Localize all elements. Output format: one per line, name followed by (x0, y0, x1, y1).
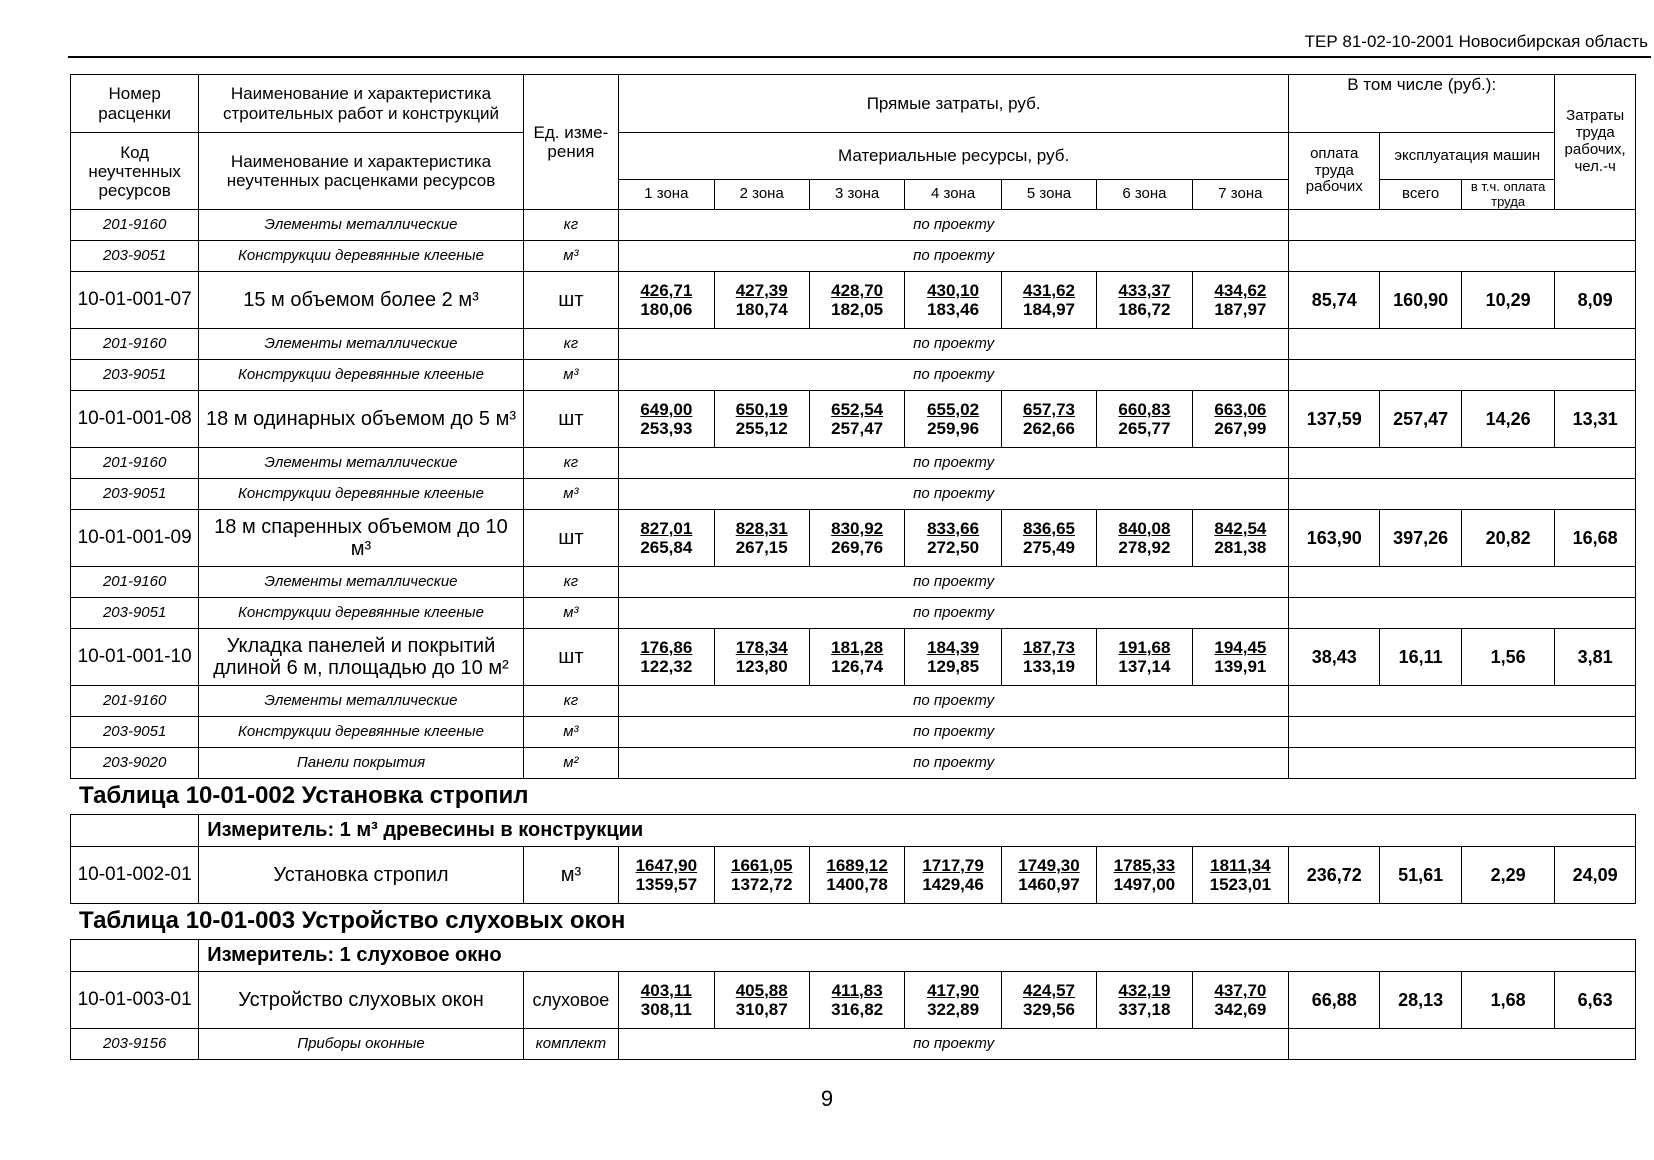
rate-code: 10-01-001-07 (71, 272, 199, 329)
resource-code: 203-9020 (71, 748, 199, 779)
direct-cost: 1785,33 (1113, 856, 1176, 876)
direct-cost: 424,57 (1023, 981, 1075, 1001)
direct-cost: 187,73 (1023, 638, 1075, 658)
material-cost: 180,74 (735, 300, 788, 320)
machine-total: 51,61 (1380, 847, 1462, 904)
rate-row (71, 510, 1636, 567)
resource-value: по проекту (619, 479, 1289, 510)
header-resource-name: Наименование и характеристика неучтенных расценками ресурсов (199, 133, 523, 210)
meter-row (71, 940, 1636, 972)
resource-blank (1289, 329, 1636, 360)
resource-blank (1289, 210, 1636, 241)
material-cost: 129,85 (927, 657, 980, 677)
header-including: В том числе (руб.): (1289, 75, 1555, 133)
zone-5-price (1001, 391, 1096, 448)
resource-row (71, 360, 1636, 391)
resource-code: 201-9160 (71, 329, 199, 360)
material-cost: 182,05 (831, 300, 884, 320)
zone-7-price (1192, 629, 1289, 686)
direct-cost: 655,02 (927, 400, 980, 420)
header-unit: Ед. изме-рения (523, 75, 618, 210)
labor-hours: 24,09 (1555, 847, 1636, 904)
section-title: Таблица 10-01-002 Установка стропил (71, 779, 1636, 815)
resource-row (71, 598, 1636, 629)
material-cost: 255,12 (735, 419, 788, 439)
zone-3-price (809, 510, 904, 567)
resource-value: по проекту (619, 360, 1289, 391)
direct-cost: 649,00 (640, 400, 693, 420)
material-cost: 184,97 (1023, 300, 1075, 320)
machine-labor: 1,56 (1461, 629, 1554, 686)
labor-pay: 85,74 (1289, 272, 1380, 329)
zone-5-price (1001, 272, 1096, 329)
material-cost: 1372,72 (730, 875, 793, 895)
resource-unit: кг (523, 210, 618, 241)
rate-code: 10-01-001-09 (71, 510, 199, 567)
direct-cost: 417,90 (927, 981, 980, 1001)
zone-7-price (1192, 847, 1289, 904)
resource-value: по проекту (619, 686, 1289, 717)
zone-2-price (714, 510, 809, 567)
zone-3-price (809, 272, 904, 329)
direct-cost: 828,31 (735, 519, 788, 539)
zone-5-price (1001, 510, 1096, 567)
direct-cost: 650,19 (735, 400, 788, 420)
zone-6-price (1097, 272, 1192, 329)
resource-unit: м³ (523, 479, 618, 510)
direct-cost: 427,39 (735, 281, 788, 301)
material-cost: 262,66 (1023, 419, 1075, 439)
material-cost: 342,69 (1214, 1000, 1267, 1020)
header-zone-1: 1 зона (619, 180, 714, 210)
header-rule (68, 56, 1651, 58)
rate-name: Укладка панелей и покрытий длиной 6 м, площадью до 10 м² (199, 629, 523, 686)
rate-row (71, 391, 1636, 448)
zone-4-price (905, 972, 1001, 1029)
resource-blank (1289, 360, 1636, 391)
section-title-row (71, 904, 1636, 940)
header-work-name: Наименование и характеристика строительных работ и конструкций (199, 75, 523, 133)
resource-name: Элементы металлические (199, 686, 523, 717)
resource-unit: комплект (523, 1029, 618, 1060)
material-cost: 272,50 (927, 538, 980, 558)
resource-code: 203-9051 (71, 717, 199, 748)
material-cost: 267,99 (1214, 419, 1267, 439)
resource-row (71, 717, 1636, 748)
resource-blank (1289, 686, 1636, 717)
header-machine-total: всего (1380, 180, 1462, 210)
resource-code: 201-9160 (71, 686, 199, 717)
direct-cost: 1717,79 (922, 856, 984, 876)
resource-blank (1289, 598, 1636, 629)
resource-code: 203-9051 (71, 598, 199, 629)
labor-pay: 137,59 (1289, 391, 1380, 448)
rate-unit: шт (523, 272, 618, 329)
labor-hours: 13,31 (1555, 391, 1636, 448)
meter-blank (71, 940, 199, 972)
resource-code: 203-9051 (71, 479, 199, 510)
resource-row (71, 448, 1636, 479)
resource-row (71, 748, 1636, 779)
header-machine-operation: эксплуатация машин (1380, 133, 1555, 180)
section-meter: Измеритель: 1 слуховое окно (199, 940, 1636, 972)
resource-blank (1289, 241, 1636, 272)
direct-cost: 432,19 (1118, 981, 1171, 1001)
material-cost: 316,82 (831, 1000, 884, 1020)
material-cost: 310,87 (735, 1000, 788, 1020)
zone-1-price (619, 629, 714, 686)
header-rate-number: Номер расценки (71, 75, 199, 133)
machine-total: 257,47 (1380, 391, 1462, 448)
direct-cost: 836,65 (1023, 519, 1075, 539)
resource-value: по проекту (619, 1029, 1289, 1060)
resource-value: по проекту (619, 717, 1289, 748)
resource-blank (1289, 717, 1636, 748)
direct-cost: 405,88 (735, 981, 788, 1001)
direct-cost: 178,34 (735, 638, 788, 658)
zone-1-price (619, 391, 714, 448)
material-cost: 126,74 (831, 657, 884, 677)
header-row-1 (71, 75, 1636, 133)
direct-cost: 657,73 (1023, 400, 1075, 420)
resource-name: Элементы металлические (199, 329, 523, 360)
labor-pay: 163,90 (1289, 510, 1380, 567)
resource-row (71, 210, 1636, 241)
material-cost: 281,38 (1214, 538, 1267, 558)
material-cost: 139,91 (1214, 657, 1267, 677)
zone-2-price (714, 629, 809, 686)
resource-blank (1289, 1029, 1636, 1060)
table-body (71, 75, 1636, 1060)
direct-cost: 842,54 (1214, 519, 1267, 539)
rate-unit: шт (523, 391, 618, 448)
zone-1-price (619, 510, 714, 567)
direct-cost: 830,92 (831, 519, 884, 539)
header-zone-5: 5 зона (1001, 180, 1096, 210)
zone-4-price (905, 847, 1001, 904)
material-cost: 322,89 (927, 1000, 980, 1020)
rate-code: 10-01-003-01 (71, 972, 199, 1029)
zone-3-price (809, 629, 904, 686)
zone-3-price (809, 391, 904, 448)
direct-cost: 660,83 (1118, 400, 1171, 420)
rate-unit: м³ (523, 847, 618, 904)
direct-cost: 426,71 (640, 281, 693, 301)
material-cost: 186,72 (1118, 300, 1171, 320)
header-zone-6: 6 зона (1097, 180, 1192, 210)
section-title: Таблица 10-01-003 Устройство слуховых окон (71, 904, 1636, 940)
zone-6-price (1097, 391, 1192, 448)
direct-cost: 833,66 (927, 519, 980, 539)
resource-value: по проекту (619, 748, 1289, 779)
material-cost: 187,97 (1214, 300, 1267, 320)
direct-cost: 827,01 (640, 519, 693, 539)
zone-7-price (1192, 391, 1289, 448)
resource-blank (1289, 567, 1636, 598)
direct-cost: 430,10 (927, 281, 980, 301)
direct-cost: 403,11 (640, 981, 692, 1001)
zone-6-price (1097, 847, 1192, 904)
direct-cost: 1749,30 (1018, 856, 1080, 876)
machine-total: 28,13 (1380, 972, 1462, 1029)
labor-hours: 3,81 (1555, 629, 1636, 686)
resource-blank (1289, 479, 1636, 510)
resource-code: 203-9156 (71, 1029, 199, 1060)
labor-pay: 66,88 (1289, 972, 1380, 1029)
zone-3-price (809, 847, 904, 904)
header-machine-labor: в т.ч. оплата труда (1461, 180, 1554, 210)
direct-cost: 1661,05 (730, 856, 793, 876)
labor-pay: 236,72 (1289, 847, 1380, 904)
rate-unit: шт (523, 510, 618, 567)
material-cost: 1497,00 (1113, 875, 1176, 895)
material-cost: 122,32 (640, 657, 693, 677)
header-resource-code: Код неучтенных ресурсов (71, 133, 199, 210)
material-cost: 1460,97 (1018, 875, 1080, 895)
header-labor-pay: оплата труда рабочих (1289, 133, 1380, 210)
header-zone-4: 4 зона (905, 180, 1001, 210)
resource-code: 203-9051 (71, 241, 199, 272)
zone-1-price (619, 272, 714, 329)
zone-2-price (714, 272, 809, 329)
rate-name: Устройство слуховых окон (199, 972, 523, 1029)
header-row-2 (71, 133, 1636, 180)
page-number: 9 (820, 1086, 834, 1111)
zone-4-price (905, 629, 1001, 686)
machine-total: 160,90 (1380, 272, 1462, 329)
rate-name: 15 м объемом более 2 м³ (199, 272, 523, 329)
zone-6-price (1097, 629, 1192, 686)
material-cost: 278,92 (1118, 538, 1171, 558)
direct-cost: 1689,12 (826, 856, 888, 876)
resource-name: Панели покрытия (199, 748, 523, 779)
resource-row (71, 1029, 1636, 1060)
rate-row (71, 629, 1636, 686)
material-cost: 259,96 (927, 419, 980, 439)
material-cost: 123,80 (735, 657, 788, 677)
material-cost: 183,46 (927, 300, 980, 320)
material-cost: 267,15 (735, 538, 788, 558)
resource-row (71, 567, 1636, 598)
direct-cost: 428,70 (831, 281, 884, 301)
rate-row (71, 972, 1636, 1029)
zone-4-price (905, 510, 1001, 567)
zone-7-price (1192, 272, 1289, 329)
resource-blank (1289, 448, 1636, 479)
resource-unit: м³ (523, 717, 618, 748)
material-cost: 253,93 (640, 419, 693, 439)
zone-3-price (809, 972, 904, 1029)
header-zone-2: 2 зона (714, 180, 809, 210)
direct-cost: 191,68 (1118, 638, 1171, 658)
resource-unit: кг (523, 686, 618, 717)
resource-blank (1289, 748, 1636, 779)
rate-code: 10-01-001-10 (71, 629, 199, 686)
resource-name: Элементы металлические (199, 567, 523, 598)
rates-table (70, 74, 1636, 1060)
labor-pay: 38,43 (1289, 629, 1380, 686)
material-cost: 180,06 (640, 300, 693, 320)
header-zone-7: 7 зона (1192, 180, 1289, 210)
resource-unit: кг (523, 448, 618, 479)
resource-code: 201-9160 (71, 567, 199, 598)
zone-1-price (619, 972, 714, 1029)
zone-2-price (714, 391, 809, 448)
header-labor-hours: Затраты труда рабочих, чел.-ч (1555, 75, 1636, 210)
material-cost: 265,84 (640, 538, 693, 558)
material-cost: 133,19 (1023, 657, 1075, 677)
rate-name: 18 м спаренных объемом до 10 м³ (199, 510, 523, 567)
direct-cost: 431,62 (1023, 281, 1075, 301)
rate-name: 18 м одинарных объемом до 5 м³ (199, 391, 523, 448)
zone-7-price (1192, 510, 1289, 567)
resource-name: Конструкции деревянные клееные (199, 598, 523, 629)
material-cost: 337,18 (1118, 1000, 1171, 1020)
zone-4-price (905, 272, 1001, 329)
resource-row (71, 479, 1636, 510)
labor-hours: 8,09 (1555, 272, 1636, 329)
rate-name: Установка стропил (199, 847, 523, 904)
resource-name: Элементы металлические (199, 448, 523, 479)
resource-value: по проекту (619, 241, 1289, 272)
material-cost: 137,14 (1118, 657, 1171, 677)
header-material-resources: Материальные ресурсы, руб. (619, 133, 1289, 180)
direct-cost: 1647,90 (635, 856, 698, 876)
resource-code: 201-9160 (71, 448, 199, 479)
material-cost: 1429,46 (922, 875, 984, 895)
material-cost: 275,49 (1023, 538, 1075, 558)
running-head: ТЕР 81-02-10-2001 Новосибирская область (1304, 32, 1648, 51)
resource-unit: м³ (523, 360, 618, 391)
direct-cost: 437,70 (1214, 981, 1267, 1001)
material-cost: 1359,57 (635, 875, 698, 895)
resource-row (71, 686, 1636, 717)
resource-code: 201-9160 (71, 210, 199, 241)
direct-cost: 194,45 (1214, 638, 1267, 658)
resource-name: Конструкции деревянные клееные (199, 360, 523, 391)
material-cost: 1400,78 (826, 875, 888, 895)
resource-name: Конструкции деревянные клееные (199, 241, 523, 272)
rate-unit: слуховое (523, 972, 618, 1029)
material-cost: 269,76 (831, 538, 884, 558)
material-cost: 1523,01 (1209, 875, 1272, 895)
resource-row (71, 241, 1636, 272)
resource-value: по проекту (619, 567, 1289, 598)
machine-labor: 1,68 (1461, 972, 1554, 1029)
header-zone-3: 3 зона (809, 180, 904, 210)
direct-cost: 663,06 (1214, 400, 1267, 420)
machine-labor: 20,82 (1461, 510, 1554, 567)
section-meter: Измеритель: 1 м³ древесины в конструкции (199, 815, 1636, 847)
header-direct-costs: Прямые затраты, руб. (619, 75, 1289, 133)
zone-4-price (905, 391, 1001, 448)
direct-cost: 184,39 (927, 638, 980, 658)
zone-5-price (1001, 847, 1096, 904)
zone-6-price (1097, 510, 1192, 567)
machine-total: 397,26 (1380, 510, 1462, 567)
machine-labor: 14,26 (1461, 391, 1554, 448)
zone-1-price (619, 847, 714, 904)
rate-row (71, 272, 1636, 329)
resource-unit: м³ (523, 598, 618, 629)
resource-value: по проекту (619, 210, 1289, 241)
zone-5-price (1001, 629, 1096, 686)
direct-cost: 176,86 (640, 638, 693, 658)
direct-cost: 411,83 (831, 981, 883, 1001)
material-cost: 265,77 (1118, 419, 1171, 439)
labor-hours: 16,68 (1555, 510, 1636, 567)
resource-name: Конструкции деревянные клееные (199, 479, 523, 510)
resource-unit: кг (523, 329, 618, 360)
direct-cost: 840,08 (1118, 519, 1171, 539)
direct-cost: 434,62 (1214, 281, 1267, 301)
direct-cost: 181,28 (831, 638, 884, 658)
resource-name: Конструкции деревянные клееные (199, 717, 523, 748)
resource-value: по проекту (619, 448, 1289, 479)
rate-unit: шт (523, 629, 618, 686)
rate-code: 10-01-001-08 (71, 391, 199, 448)
direct-cost: 652,54 (831, 400, 884, 420)
zone-7-price (1192, 972, 1289, 1029)
resource-row (71, 329, 1636, 360)
resource-name: Приборы оконные (199, 1029, 523, 1060)
material-cost: 257,47 (831, 419, 884, 439)
resource-code: 203-9051 (71, 360, 199, 391)
resource-name: Элементы металлические (199, 210, 523, 241)
rate-row (71, 847, 1636, 904)
material-cost: 329,56 (1023, 1000, 1075, 1020)
resource-unit: м³ (523, 241, 618, 272)
zone-2-price (714, 847, 809, 904)
zone-2-price (714, 972, 809, 1029)
meter-row (71, 815, 1636, 847)
material-cost: 308,11 (640, 1000, 692, 1020)
zone-6-price (1097, 972, 1192, 1029)
machine-labor: 2,29 (1461, 847, 1554, 904)
resource-unit: кг (523, 567, 618, 598)
machine-total: 16,11 (1380, 629, 1462, 686)
direct-cost: 1811,34 (1210, 856, 1271, 876)
direct-cost: 433,37 (1118, 281, 1171, 301)
meter-blank (71, 815, 199, 847)
machine-labor: 10,29 (1461, 272, 1554, 329)
resource-unit: м² (523, 748, 618, 779)
section-title-row (71, 779, 1636, 815)
resource-value: по проекту (619, 329, 1289, 360)
rate-code: 10-01-002-01 (71, 847, 199, 904)
resource-value: по проекту (619, 598, 1289, 629)
zone-5-price (1001, 972, 1096, 1029)
labor-hours: 6,63 (1555, 972, 1636, 1029)
